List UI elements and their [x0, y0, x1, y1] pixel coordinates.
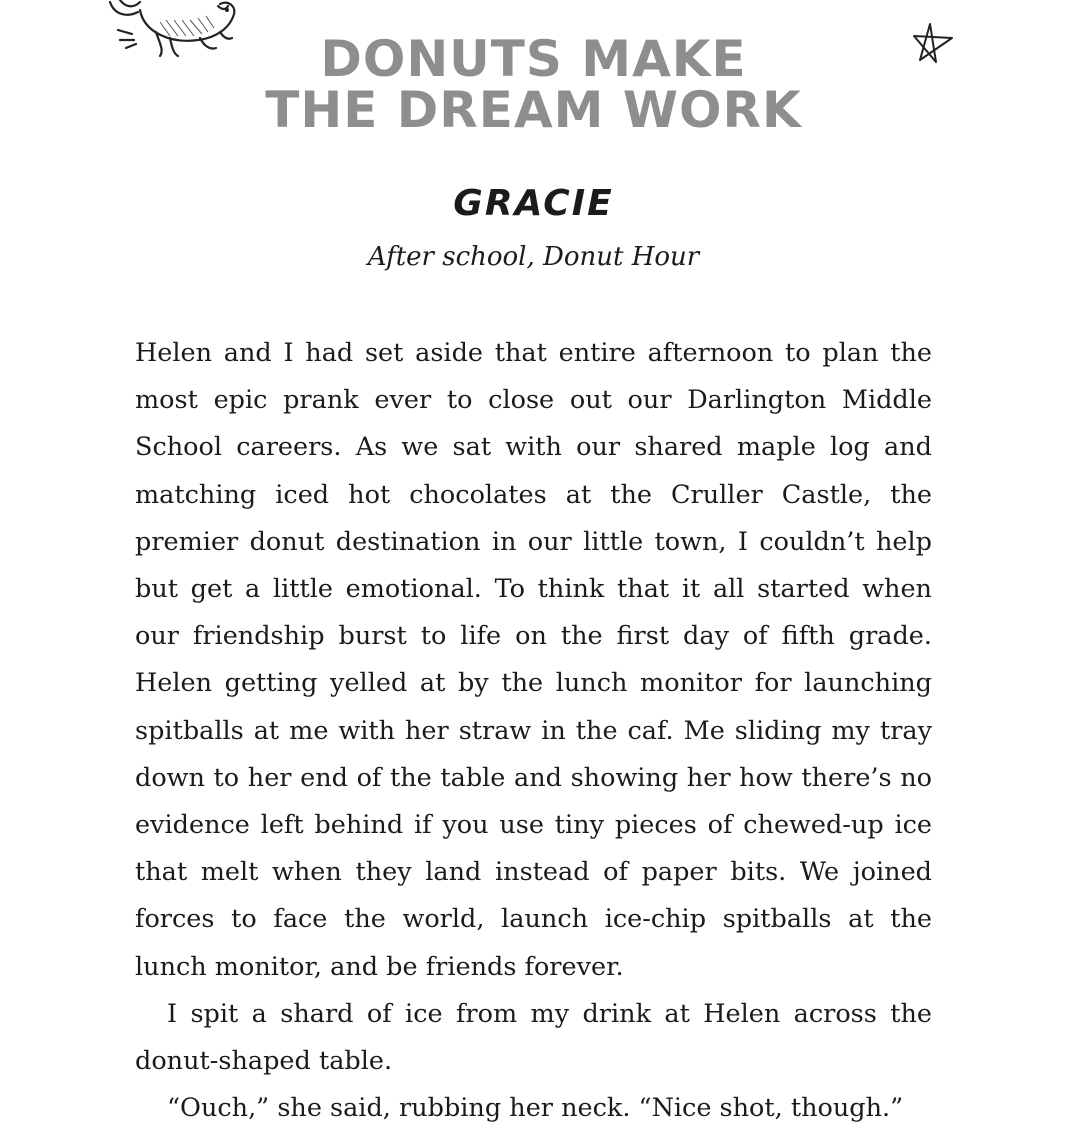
chapter-body	[135, 330, 932, 1132]
body-paragraph-1: Helen and I had set aside that entire afternoon to plan the most epic prank ever to close out our Darlington Middle School careers. As we sat with our shared maple log and matching iced hot chocolates at the Cruller Castle, the premier donut destination in our little town, I couldn’t help but get a little emotional. To think that it all started when our friendship burst to life on the first day of fifth grade. Helen getting yelled at by the lunch monitor for launching spitballs at me with her straw in the caf. Me sliding my tray down to her end of the table and showing her how there’s no evidence left behind if you use tiny pieces of chewed-up ice that melt when they land instead of paper bits. We joined forces to face the world, launch ice-chip spitballs at the lunch monitor, and be friends forever.	[135, 338, 932, 982]
body-paragraph-2: I spit a shard of ice from my drink at Helen across the donut-shaped table.	[135, 998, 932, 1077]
chapter-title-line-2: THE DREAM WORK	[265, 81, 802, 139]
scene-setting: After school, Donut Hour	[367, 242, 700, 272]
chapter-title-line-1: DONUTS MAKE	[320, 30, 747, 88]
narrator-name: GRACIE	[453, 183, 614, 224]
body-paragraph-3: “Ouch,” she said, rubbing her neck. “Nice shot, though.”	[167, 1093, 904, 1124]
chapter-title	[0, 30, 1067, 139]
